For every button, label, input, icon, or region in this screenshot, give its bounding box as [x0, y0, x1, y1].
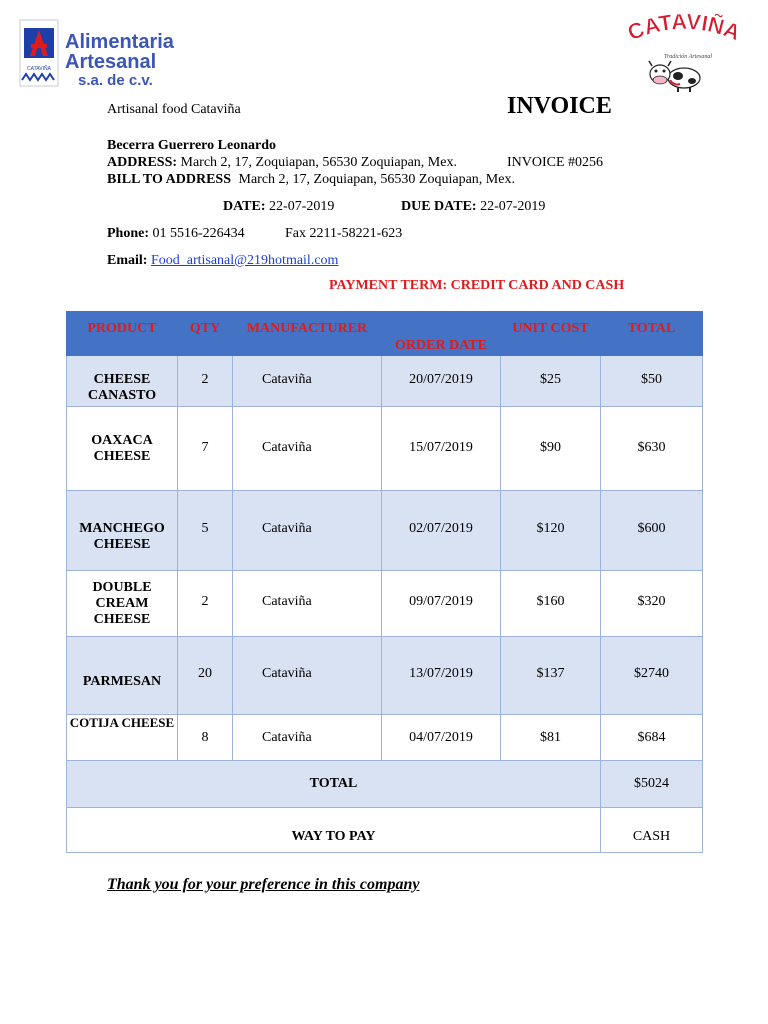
header-unit-cost: UNIT COST [501, 312, 601, 356]
total-label: TOTAL [67, 761, 601, 808]
cell-total: $600 [601, 491, 703, 571]
table-row [67, 637, 703, 715]
cell-manufacturer: Cataviña [233, 356, 382, 407]
cell-total: $684 [601, 715, 703, 761]
table-header-row [67, 312, 703, 356]
cell-product: OAXACA CHEESE [67, 407, 178, 491]
cell-order-date: 13/07/2019 [382, 637, 501, 715]
email-line [107, 253, 338, 269]
company-logo-left [18, 18, 186, 90]
address-value: March 2, 17, Zoquiapan, 56530 Zoquiapan, Mex. [180, 155, 457, 170]
date-line [223, 199, 334, 215]
email-link[interactable]: Food_artisanal@219hotmail.com [150, 253, 339, 268]
cell-product: CHEESE CANASTO [67, 356, 178, 407]
due-date-value: 22-07-2019 [480, 199, 546, 214]
bill-to-value: March 2, 17, Zoquiapan, 56530 Zoquiapan, Mex. [238, 172, 515, 187]
cow-icon [649, 61, 700, 92]
cell-manufacturer: Cataviña [233, 571, 382, 637]
cell-unit-cost: $160 [501, 571, 601, 637]
cell-total: $2740 [601, 637, 703, 715]
cell-qty: 8 [178, 715, 233, 761]
payment-term: PAYMENT TERM: CREDIT CARD AND CASH [329, 278, 625, 293]
cell-total: $630 [601, 407, 703, 491]
customer-name: Becerra Guerrero Leonardo [107, 138, 276, 153]
cell-qty: 20 [178, 637, 233, 715]
logo-line3: s.a. de c.v. [78, 72, 153, 89]
header-total: TOTAL [601, 312, 703, 356]
table-row [67, 356, 703, 407]
cell-order-date: 04/07/2019 [382, 715, 501, 761]
cell-manufacturer: Cataviña [233, 637, 382, 715]
logo-line1: Alimentaria [65, 31, 174, 53]
company-name-line: Artisanal food Cataviña [107, 102, 241, 117]
cell-product: PARMESAN [67, 637, 178, 715]
table-row [67, 491, 703, 571]
invoice-number: INVOICE #0256 [507, 155, 604, 170]
email-label: Email: [107, 253, 148, 268]
phone-value: 01 5516-226434 [152, 226, 245, 241]
total-row [67, 761, 703, 808]
bill-to-label: BILL TO ADDRESS [107, 172, 231, 187]
way-to-pay-label: WAY TO PAY [67, 808, 601, 853]
cell-product: MANCHEGO CHEESE [67, 491, 178, 571]
date-value: 22-07-2019 [269, 199, 335, 214]
cell-unit-cost: $81 [501, 715, 601, 761]
cell-qty: 7 [178, 407, 233, 491]
cell-product: DOUBLE CREAM CHEESE [67, 571, 178, 637]
phone-label: Phone: [107, 226, 149, 241]
company-logo-right [608, 14, 760, 94]
cell-order-date: 09/07/2019 [382, 571, 501, 637]
cell-manufacturer: Cataviña [233, 715, 382, 761]
cell-product: COTIJA CHEESE [67, 715, 178, 761]
cell-manufacturer: Cataviña [233, 491, 382, 571]
phone-line [107, 226, 245, 242]
due-date-label: DUE DATE: [401, 199, 477, 214]
date-label: DATE: [223, 199, 266, 214]
cell-order-date: 02/07/2019 [382, 491, 501, 571]
cell-total: $320 [601, 571, 703, 637]
cell-total: $50 [601, 356, 703, 407]
cell-unit-cost: $90 [501, 407, 601, 491]
invoice-title: INVOICE [507, 93, 612, 119]
header-qty: QTY [178, 312, 233, 356]
address-line [107, 155, 457, 171]
logo-sub-text: CATAVIÑA [27, 66, 51, 72]
logo-line2: Artesanal [65, 51, 157, 73]
thank-you-note: Thank you for your preference in this company [107, 876, 420, 893]
cell-manufacturer: Cataviña [233, 407, 382, 491]
cell-unit-cost: $120 [501, 491, 601, 571]
header-product: PRODUCT [67, 312, 178, 356]
cell-unit-cost: $25 [501, 356, 601, 407]
header-manufacturer: MANUFACTURER [233, 312, 382, 356]
cell-unit-cost: $137 [501, 637, 601, 715]
table-row [67, 407, 703, 491]
total-value: $5024 [601, 761, 703, 808]
way-to-pay-row [67, 808, 703, 853]
way-to-pay-value: CASH [601, 808, 703, 853]
cell-qty: 2 [178, 571, 233, 637]
invoice-items-table [66, 311, 703, 853]
fax-value: Fax 2211-58221-623 [285, 226, 403, 241]
cell-qty: 2 [178, 356, 233, 407]
bill-to-line [107, 172, 515, 188]
alimentaria-logo [18, 18, 186, 90]
table-row [67, 715, 703, 761]
cell-qty: 5 [178, 491, 233, 571]
address-label: ADDRESS: [107, 155, 178, 170]
table-row [67, 571, 703, 637]
header-order-date: ORDER DATE [382, 312, 501, 356]
cell-order-date: 15/07/2019 [382, 407, 501, 491]
brand-tagline: Tradición Artesanal [663, 54, 713, 60]
brand-name: CATAVIÑA [624, 14, 744, 46]
due-date-line [401, 199, 545, 215]
catavina-logo [608, 14, 760, 94]
cell-order-date: 20/07/2019 [382, 356, 501, 407]
